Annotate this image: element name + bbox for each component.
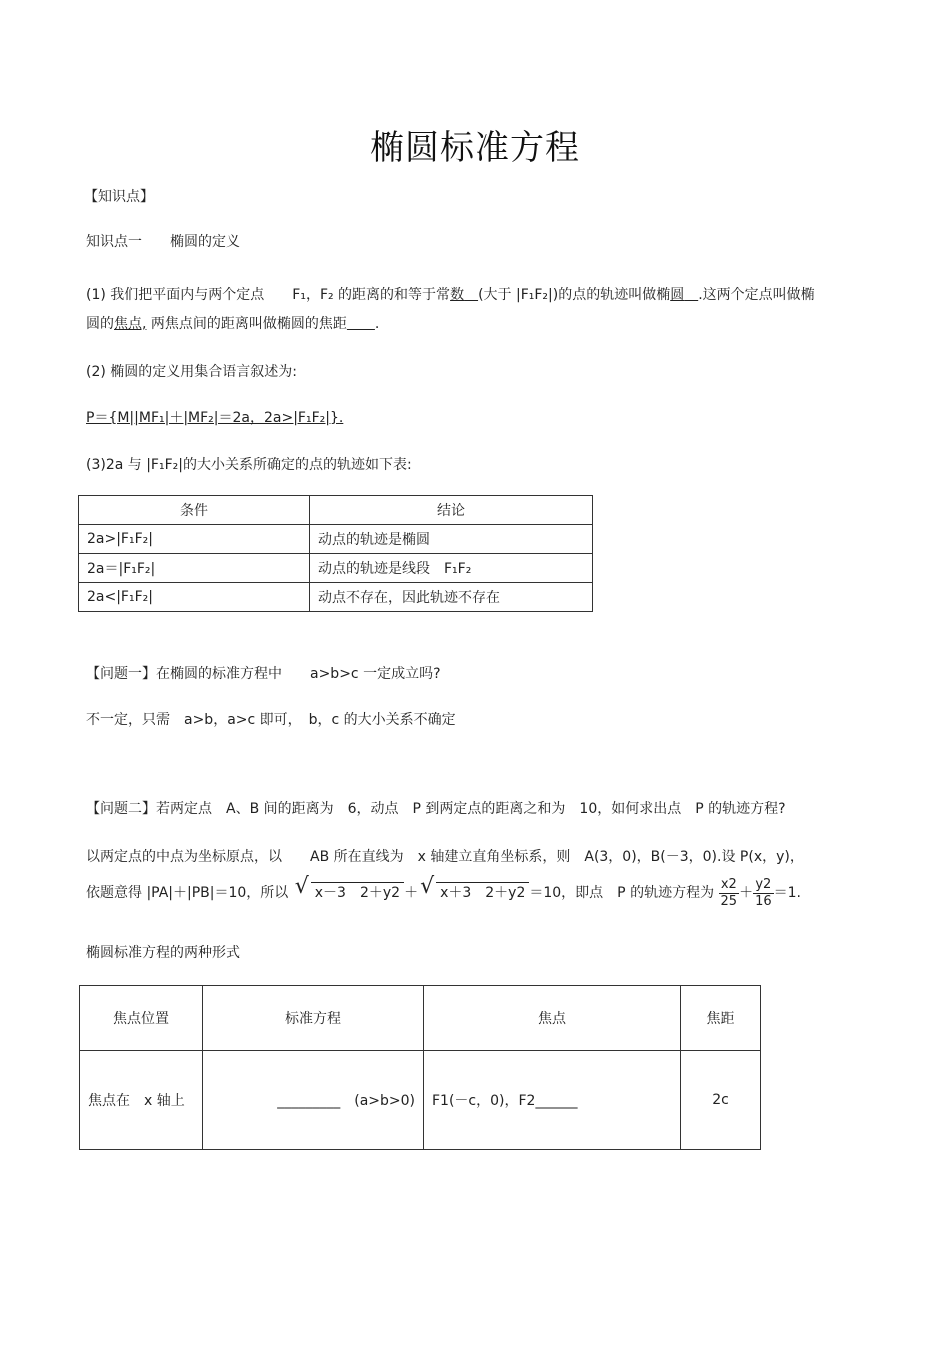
page-title: 椭圆标准方程 (370, 128, 580, 168)
table-cell: 动点的轨迹是线段 F₁F₂ (310, 554, 593, 583)
header-foci: 焦点 (424, 986, 681, 1051)
answer-2-mid: ＝10，即点 P 的轨迹方程为 (529, 885, 715, 901)
set-expression: P＝{M||MF₁|＋|MF₂|＝2a，2a>|F₁F₂|}. (86, 410, 344, 426)
question-2: 【问题二】若两定点 A、B 间的距离为 6，动点 P 到两定点的距离之和为 10，如何求出点 P 的轨迹方程? (86, 801, 786, 817)
fraction-x (719, 877, 740, 910)
fraction-x-num: x2 (719, 877, 740, 894)
def-blank-constant: 数 (450, 287, 465, 303)
header-focal-distance: 焦距 (681, 986, 761, 1051)
def-text-d: (大于 |F₁F₂|)的点的轨迹叫做椭 (478, 287, 671, 303)
table-cell: 2a<|F₁F₂| (79, 583, 310, 612)
fraction-x-den: 25 (720, 893, 738, 909)
def2-text-c: 两焦点间的距离叫做椭圆的焦距 (150, 316, 347, 332)
def2-text-d: . (374, 316, 380, 332)
def2-text-a: 圆的 (86, 316, 114, 332)
relation-intro: (3)2a 与 |F₁F₂|的大小关系所确定的点的轨迹如下表: (86, 457, 412, 473)
answer-2-pre: 依题意得 |PA|＋|PB|＝10，所以 (86, 885, 289, 901)
answer-2-line-1: 以两定点的中点为坐标原点，以 AB 所在直线为 x 轴建立直角坐标系，则 A(3，0)，B(－3，0).设 P(x，y)， (86, 849, 804, 865)
kp1-heading: 知识点一 椭圆的定义 (86, 234, 240, 250)
radicand-2: x＋3 2＋y2 (436, 882, 529, 901)
table-cell: 2a>|F₁F₂| (79, 525, 310, 554)
table-cell: _________ (a>b>0) (203, 1051, 424, 1150)
answer-2-post: ＝1. (773, 885, 801, 901)
forms-heading: 椭圆标准方程的两种形式 (86, 945, 240, 961)
radicand-1: x－3 2＋y2 (311, 882, 404, 901)
definition-line-1 (86, 284, 815, 304)
radical-2 (420, 876, 529, 910)
def-text-a: (1) 我们把平面内与两个定点 (86, 287, 265, 303)
def-text-f: .这两个定点叫做椭 (698, 287, 815, 303)
set-language-intro: (2) 椭圆的定义用集合语言叙述为: (86, 364, 297, 380)
fraction-y (753, 877, 774, 910)
radical-1 (295, 876, 404, 910)
table-cell: 动点不存在，因此轨迹不存在 (310, 583, 593, 612)
def2-blank-focus: 焦点, (114, 316, 147, 332)
table-cell: 2c (681, 1051, 761, 1150)
fraction-y-den: 16 (755, 893, 772, 909)
header-focus-position: 焦点位置 (80, 986, 203, 1051)
question-1: 【问题一】在椭圆的标准方程中 a>b>c 一定成立吗? (86, 666, 441, 682)
table-cell: 2a＝|F₁F₂| (79, 554, 310, 583)
header-condition: 条件 (79, 496, 310, 525)
table-cell: 焦点在 x 轴上 (80, 1051, 203, 1150)
table-cell: F1(－c，0)，F2______ (424, 1051, 681, 1150)
definition-line-2 (86, 313, 379, 333)
answer-1: 不一定，只需 a>b，a>c 即可， b，c 的大小关系不确定 (86, 712, 456, 728)
header-conclusion: 结论 (310, 496, 593, 525)
standard-forms-table (79, 985, 761, 1150)
section-tag: 【知识点】 (84, 189, 154, 205)
header-standard-equation: 标准方程 (203, 986, 424, 1051)
def-text-b: F₁，F₂ 的距离的和等于常 (292, 287, 451, 303)
plus-sign: ＋ (404, 885, 419, 901)
table-cell: 动点的轨迹是椭圆 (310, 525, 593, 554)
answer-2-line-2: 依题意得 |PA|＋|PB|＝10，所以 √ x－3 2＋y2 ＋√ x＋3 2＋y2 ＝10，即点 P 的轨迹方程为 $\frac{x2}{25}$ ＋ $\frac{y2}{16}$ ＝1. (86, 876, 801, 910)
condition-table (78, 495, 593, 612)
fraction-y-num: y2 (753, 877, 774, 894)
def-blank-ellipse: 圆 (670, 287, 685, 303)
